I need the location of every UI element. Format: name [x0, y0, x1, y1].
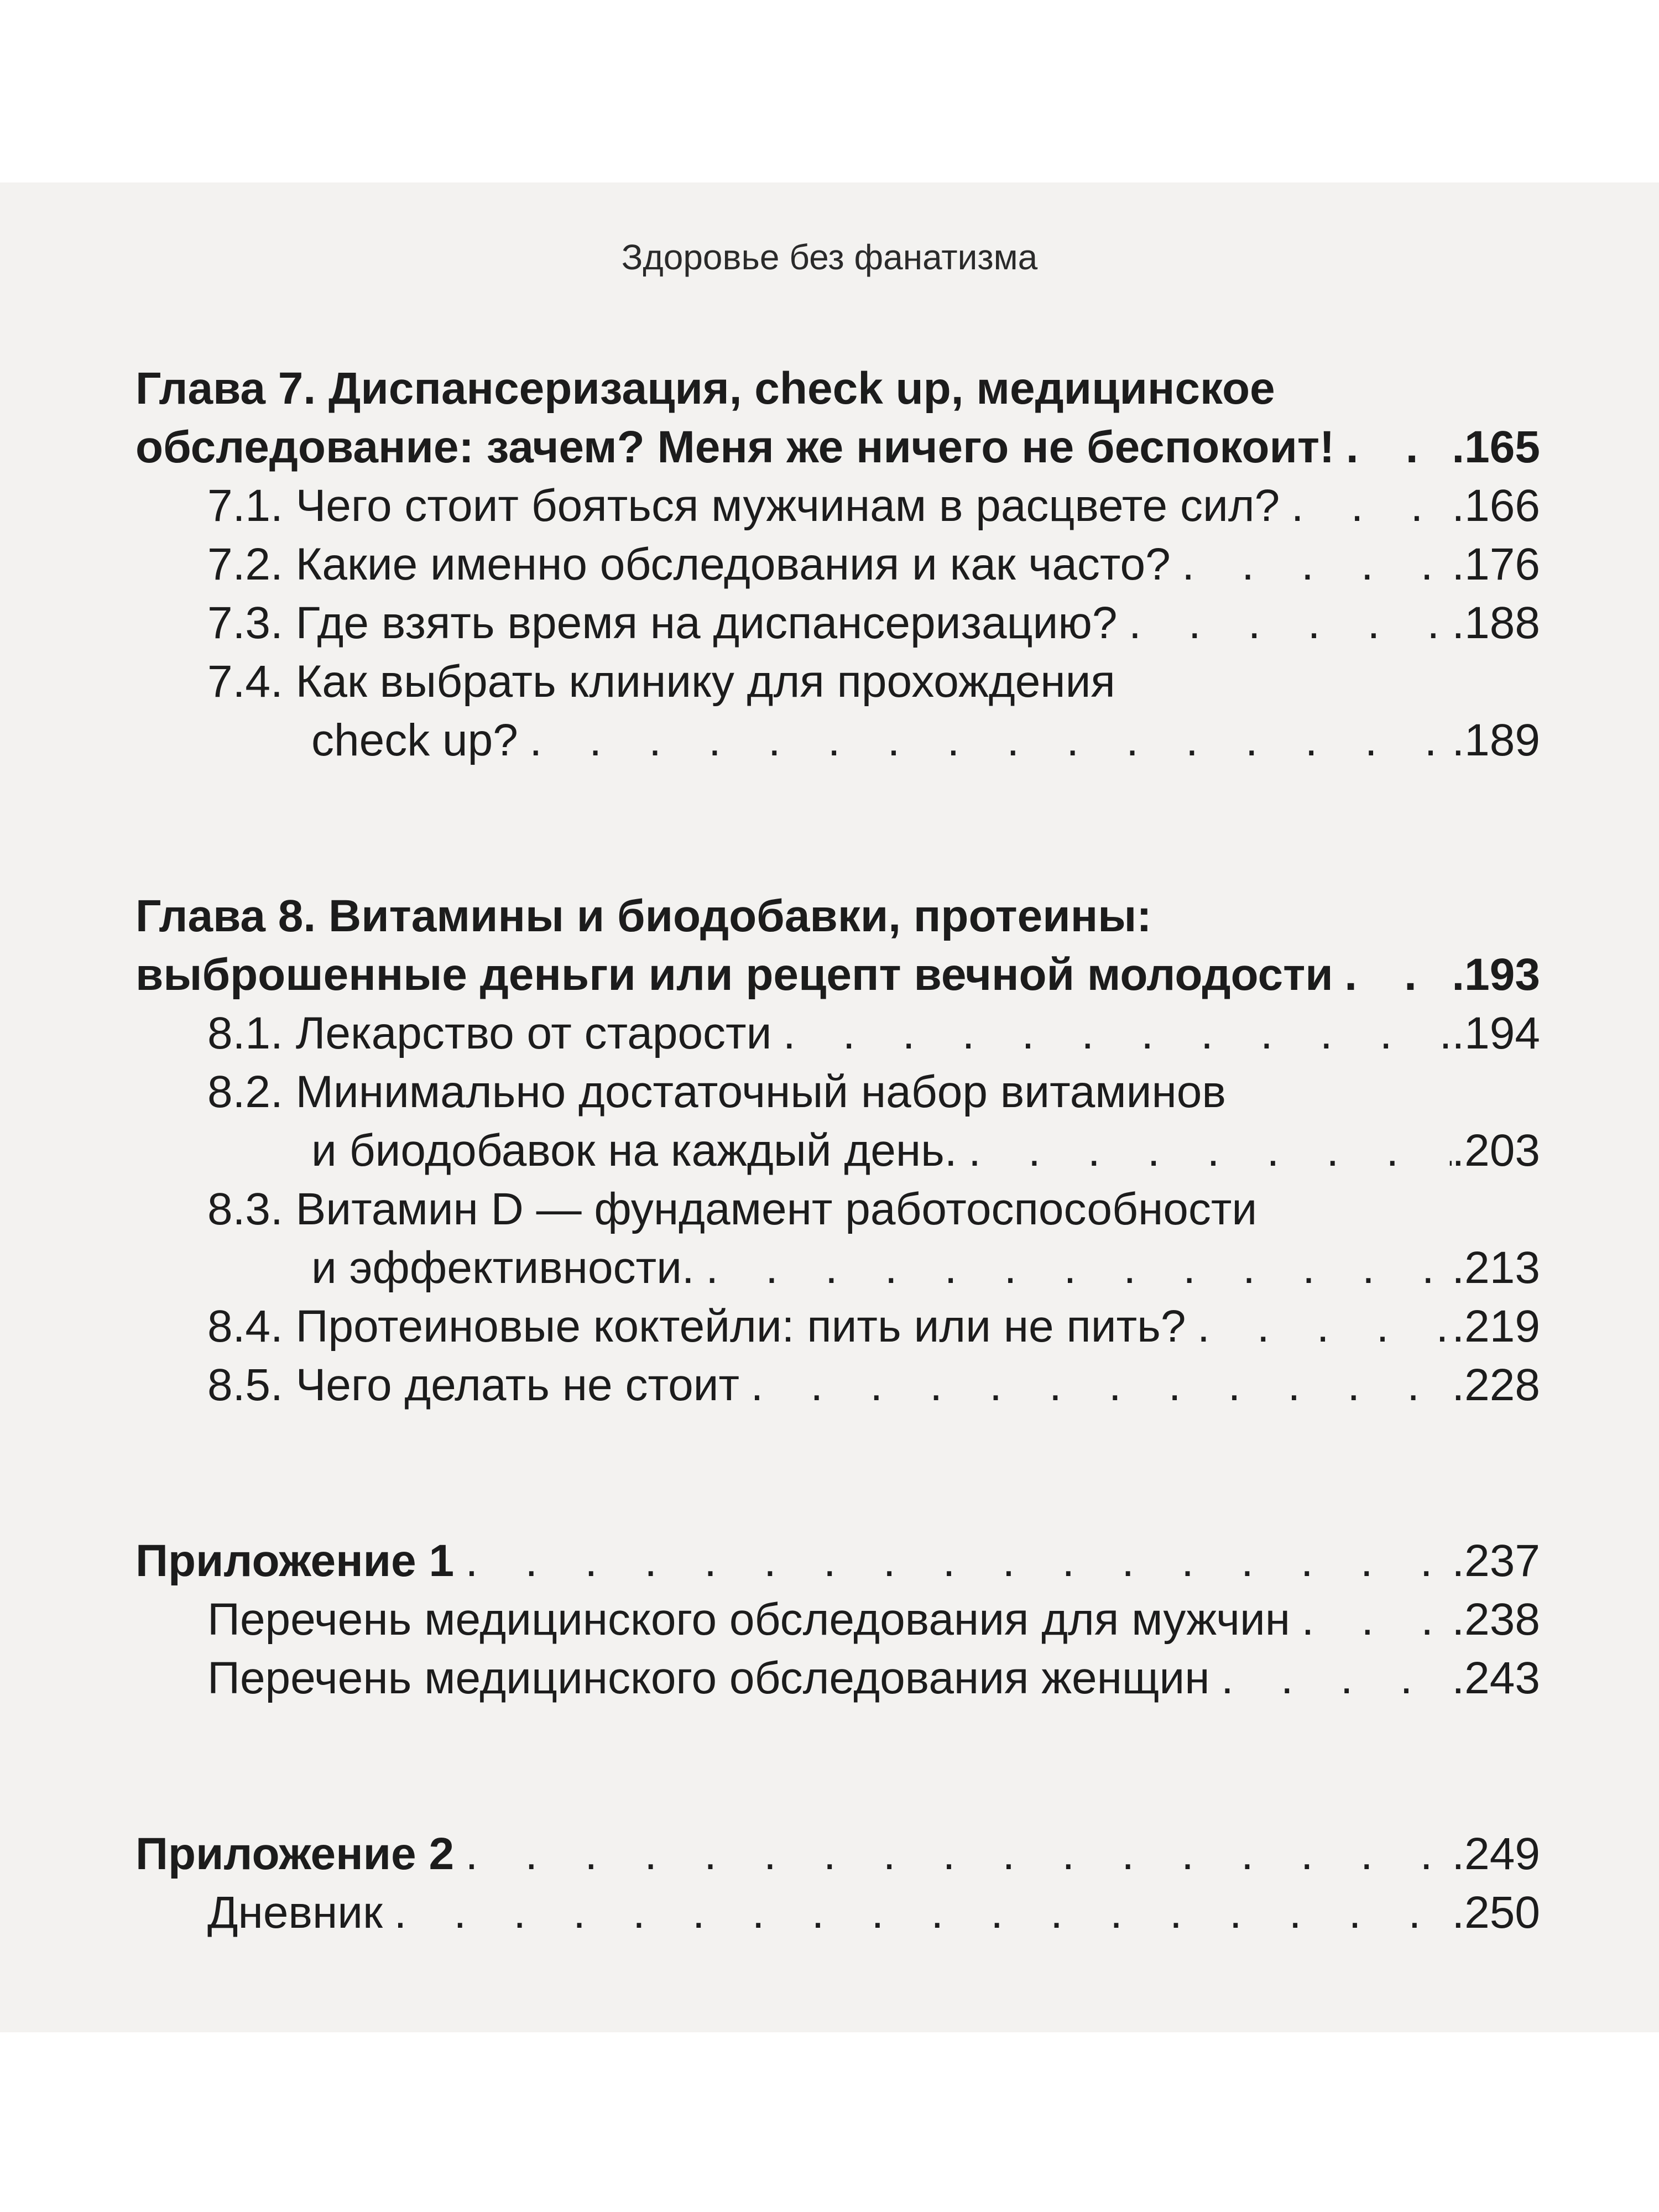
chapter-8-title-line-2: выброшенные деньги или рецепт вечной молодости [135, 950, 1333, 1000]
toc-item-8-2-line-2 [135, 1121, 1540, 1180]
toc-appendix-1-item-1 [135, 1590, 1540, 1649]
leader-dots [739, 1356, 1452, 1415]
item-number: 7.4. [207, 656, 283, 707]
chapter-8-title-entry [135, 946, 1540, 1004]
item-text: Перечень медицинского обследования для мужчин [207, 1594, 1291, 1645]
toc-chapter-7 [135, 359, 1540, 770]
toc-item-8-3-line-1 [135, 1180, 1540, 1239]
toc-chapter-8 [135, 887, 1540, 1415]
item-page: .188 [1452, 598, 1540, 648]
toc-item-7-3 [135, 594, 1540, 653]
leader-dots [454, 1825, 1452, 1884]
leader-dots [771, 1004, 1452, 1063]
item-text: Дневник [207, 1887, 383, 1938]
item-page: .194 [1452, 1008, 1540, 1058]
leader-dots [1117, 594, 1452, 653]
toc-item-8-1 [135, 1004, 1540, 1063]
leader-dots [695, 1239, 1452, 1297]
item-page: .176 [1452, 539, 1540, 589]
leader-dots [1290, 1590, 1452, 1649]
item-text-continued: check up? [311, 715, 518, 765]
item-number: 7.3. [207, 598, 283, 648]
leader-dots [957, 1121, 1452, 1180]
toc-item-8-5 [135, 1356, 1540, 1415]
item-title [207, 1297, 1186, 1356]
leader-dots [1280, 477, 1452, 535]
leader-dots [1334, 418, 1452, 477]
item-text: Какие именно обследования и как часто? [295, 539, 1171, 589]
leader-dots [1186, 1297, 1452, 1356]
item-text: Минимально достаточный набор витаминов [295, 1067, 1226, 1117]
appendix-1-title-entry [135, 1532, 1540, 1590]
leader-dots [1333, 946, 1452, 1004]
appendix-2-title-entry [135, 1825, 1540, 1884]
toc-appendix-1-item-2 [135, 1649, 1540, 1708]
item-title [207, 1356, 739, 1415]
item-text: Чего делать не стоит [295, 1360, 740, 1410]
item-text-continued: и эффективности. [311, 1243, 695, 1293]
appendix-1-title: Приложение 1 [135, 1536, 455, 1586]
leader-dots [383, 1884, 1452, 1942]
item-title [207, 477, 1280, 535]
toc-item-7-2 [135, 535, 1540, 594]
item-number: 8.3. [207, 1184, 283, 1234]
item-number: 8.5. [207, 1360, 283, 1410]
item-text: Перечень медицинского обследования женщин [207, 1653, 1210, 1703]
toc-item-8-4 [135, 1297, 1540, 1356]
item-number: 7.1. [207, 481, 283, 531]
item-page: .250 [1452, 1887, 1540, 1938]
item-title [207, 1004, 771, 1063]
item-page: .243 [1452, 1653, 1540, 1703]
chapter-7-page: .165 [1452, 422, 1540, 472]
leader-dots [518, 711, 1452, 770]
leader-dots [454, 1532, 1452, 1590]
item-text: Лекарство от старости [295, 1008, 772, 1058]
table-of-contents [135, 359, 1540, 1942]
chapter-8-page: .193 [1452, 950, 1540, 1000]
item-number: 8.4. [207, 1301, 283, 1352]
toc-appendix-2-item-1 [135, 1884, 1540, 1942]
item-number: 8.2. [207, 1067, 283, 1117]
item-page: .238 [1452, 1594, 1540, 1645]
item-number: 8.1. [207, 1008, 283, 1058]
item-page: .213 [1452, 1243, 1540, 1293]
toc-appendix-2 [135, 1825, 1540, 1942]
toc-item-7-1 [135, 477, 1540, 535]
item-text: Витамин D — фундамент работоспособности [295, 1184, 1258, 1234]
item-page: .219 [1452, 1301, 1540, 1352]
appendix-2-title: Приложение 2 [135, 1829, 455, 1879]
toc-item-7-4-line-2 [135, 711, 1540, 770]
toc-item-7-4-line-1 [135, 653, 1540, 711]
item-text: Протеиновые коктейли: пить или не пить? [295, 1301, 1186, 1352]
chapter-7-title-entry [135, 418, 1540, 477]
item-page: .203 [1452, 1125, 1540, 1176]
item-title [207, 535, 1171, 594]
toc-item-8-2-line-1 [135, 1063, 1540, 1121]
item-text: Где взять время на диспансеризацию? [295, 598, 1118, 648]
item-title [207, 594, 1117, 653]
item-text: Как выбрать клинику для прохождения [295, 656, 1115, 707]
running-header: Здоровье без фанатизма [621, 237, 1038, 277]
chapter-7-title-line-1: Глава 7. Диспансеризация, check up, медицинское [135, 363, 1275, 414]
leader-dots [1171, 535, 1452, 594]
item-page: .189 [1452, 715, 1540, 765]
toc-item-8-3-line-2 [135, 1239, 1540, 1297]
item-text-continued: и биодобавок на каждый день. [311, 1125, 957, 1176]
item-page: .228 [1452, 1360, 1540, 1410]
item-text: Чего стоит бояться мужчинам в расцвете сил? [295, 481, 1280, 531]
chapter-8-title-line-1: Глава 8. Витамины и биодобавки, протеины: [135, 891, 1152, 941]
item-number: 7.2. [207, 539, 283, 589]
appendix-1-page: .237 [1452, 1536, 1540, 1586]
toc-appendix-1 [135, 1532, 1540, 1708]
leader-dots [1210, 1649, 1452, 1708]
appendix-2-page: .249 [1452, 1829, 1540, 1879]
item-page: .166 [1452, 481, 1540, 531]
chapter-7-title-line-2: обследование: зачем? Меня же ничего не беспокоит! [135, 422, 1335, 472]
